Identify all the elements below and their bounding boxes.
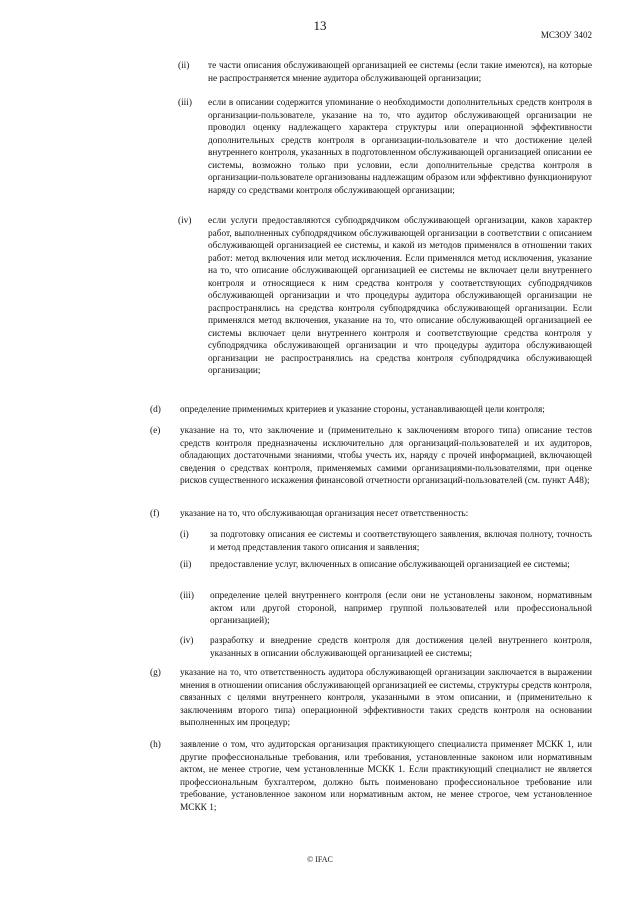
list-item-label: (iii) (180, 591, 194, 601)
list-item-text: указание на то, что обслуживающая организация несет ответственность: (180, 509, 469, 519)
list-item-label: (d) (150, 405, 161, 415)
list-item-label: (iv) (178, 216, 192, 226)
list-item-text: определение применимых критериев и указание стороны, устанавливающей цели контроля; (180, 405, 545, 415)
list-item-text: указание на то, что заключение и (применительно к заключениям второго типа) описание тестов средств контроля предназначены исключительно для организаций-пользователей и их аудиторов, обладающих достаточными знаниями, чтобы учесть их, наряду с прочей информацией, включающей сведения о средствах контроля, применяемых самими организациями-пользователями, при оценке рисков существенного искажения финансовой отчетности организаций-пользователей (см. пункт A48); (180, 426, 592, 486)
list-item-label: (f) (150, 509, 160, 519)
list-item-label: (e) (150, 426, 161, 436)
list-item-text: те части описания обслуживающей организацией ее системы (если такие имеются), на которые не распространяется мнение аудитора обслуживающей организации; (208, 61, 592, 84)
list-item-label: (iii) (178, 98, 192, 108)
list-item-text: предоставление услуг, включенных в описание обслуживающей организацией ее системы; (210, 560, 570, 570)
list-item-label: (i) (180, 530, 189, 540)
list-item-text: за подготовку описания ее системы и соответствующего заявления, включая полноту, точность и метод представления такого описания и заявления; (210, 530, 592, 553)
footer-copyright: © IFAC (307, 855, 333, 864)
page-number: 13 (313, 18, 327, 33)
list-item-label: (ii) (178, 61, 190, 71)
list-item-label: (h) (150, 740, 161, 750)
list-item-text: если в описании содержится упоминание о необходимости дополнительных средств контроля в организации-пользователе, указание на то, что аудитор обслуживающей организации не проводил оценку надлежащего характера структуры или операционной эффективности дополнительных средств контроля в организации-пользователе и что достижение целей внутреннего контроля, указанных в подготовленном обслуживающей организацией описании ее системы, возможно только при условии, если дополнительные средства контроля в организации-пользователе организованы надлежащим образом или эффективно функционируют наряду со средствами контроля обслуживающей организации; (208, 98, 592, 196)
list-item-text: заявление о том, что аудиторская организация практикующего специалиста применяет МСКК 1, или другие профессиональные требования, или требования, установленные законом или нормативным актом, не менее строгие, чем установленные МСКК 1. Если практикующий специалист не является профессиональным бухгалтером, должно быть поименовано профессиональное требование или требование, установленное законом или нормативным актом, не менее строгое, чем установленное МСКК 1; (180, 740, 592, 813)
list-item-text: определение целей внутреннего контроля (если они не установлены законом, нормативным актом или другой стороной, например группой пользователей или профессиональной организацией); (210, 591, 592, 626)
list-item-label: (g) (150, 668, 161, 678)
list-item-text: разработку и внедрение средств контроля для достижения целей внутреннего контроля, указанных в описании обслуживающей организацией ее системы; (210, 636, 592, 659)
list-item-label: (ii) (180, 560, 192, 570)
document-code: МСЗОУ 3402 (540, 30, 592, 40)
list-item-text: указание на то, что ответственность аудитора обслуживающей организации заключается в выражении мнения в отношении описания обслуживающей организацией ее системы, структуры средств контроля, связанных с целями внутреннего контроля, указанными в этом описании, и (применительно к заключениям второго типа) операционной эффективности таких средств контроля на основании выполненных им процедур; (180, 668, 592, 728)
list-item-text: если услуги предоставляются субподрядчиком обслуживающей организации, каков характер работ, выполненных субподрядчиком обслуживающей организации в соответствии с описанием обслуживающей организацией ее системы, и какой из методов применялся в отношении таких работ: метод включения или метод исключения. Если применялся метод исключения, указание на то, что описание обслуживающей организацией ее системы не включает цели внутреннего контроля и относящиеся к ним средства контроля у соответствующих субподрядчиков обслуживающей организации и что процедуры аудитора обслуживающей организации не распространялись на средства контроля субподрядчика обслуживающей организации. Если применялся метод включения, указание на то, что описание обслуживающей организацией ее системы включает цели внутреннего контроля и соответствующие средства контроля у субподрядчика обслуживающей организации и что процедуры аудитора обслуживающей организации не распространялись на средства контроля субподрядчика обслуживающей организации; (208, 216, 592, 376)
list-item-label: (iv) (180, 636, 194, 646)
